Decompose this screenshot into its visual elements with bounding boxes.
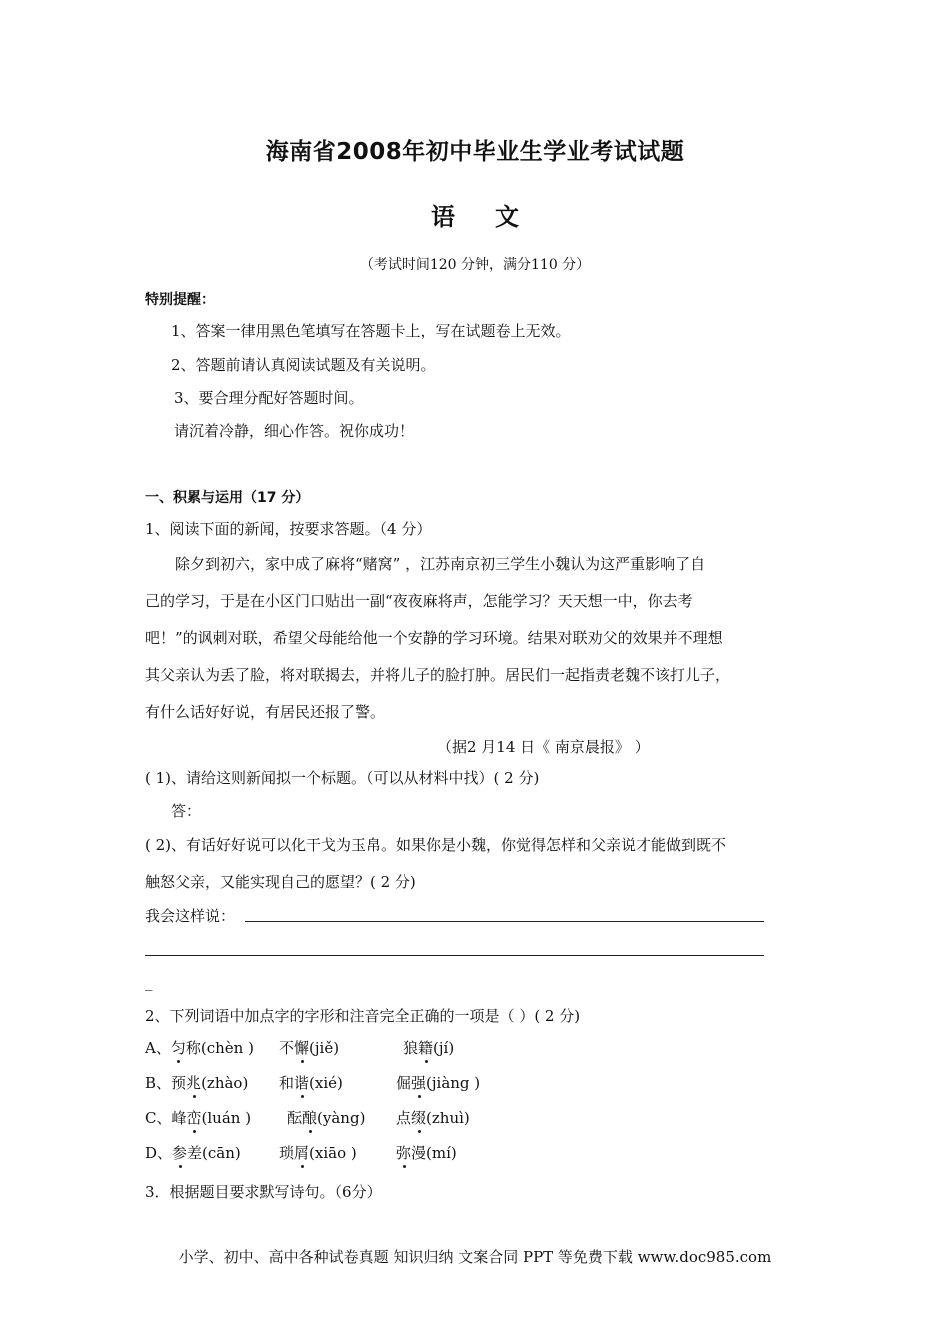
dotted-char: 弥: [396, 1144, 412, 1162]
reminder-heading: 特别提醒：: [145, 292, 215, 308]
q3-prompt: 3．根据题目要求默写诗句。（6分）: [145, 1183, 382, 1201]
q1-sub1: ( 1)、请给这则新闻拟一个标题。（可以从材料中找）( 2 分): [145, 769, 540, 787]
dotted-char: 缀: [411, 1109, 427, 1127]
news-line-2: 己的学习，于是在小区门口贴出一副“夜夜麻将声，怎能学习？天天想一中，你去考: [145, 592, 693, 610]
news-source: （据2 月14 日《 南京晨报》 ）: [437, 738, 650, 756]
option-word-1: 参差(cān): [172, 1144, 241, 1162]
option-c-word-3: 点缀(zhuì): [396, 1109, 470, 1127]
reminder-item-3: 3、要合理分配好答题时间。: [174, 389, 364, 407]
option-c-word-2: 酝酿(yàng): [287, 1109, 366, 1127]
stray-mark: _: [145, 973, 153, 991]
dotted-char: 谐: [294, 1074, 310, 1092]
exam-title: 海南省2008年初中毕业生学业考试试题: [265, 139, 685, 165]
dotted-char: 峦: [186, 1109, 202, 1127]
option-a-word-3: 狼籍(jí): [403, 1039, 455, 1057]
reminder-item-4: 请沉着冷静，细心作答。祝你成功！: [174, 422, 415, 440]
exam-info: （考试时间120 分钟，满分110 分）: [359, 257, 591, 273]
option-d-word-2: 琐屑(xiāo ): [279, 1144, 357, 1162]
dotted-char: 屑: [294, 1144, 310, 1162]
dotted-char: 匀: [170, 1039, 186, 1057]
news-line-5: 有什么话好好说，有居民还报了警。: [145, 703, 386, 721]
option-letter: B、: [145, 1074, 172, 1092]
news-line-3: 吧！”的讽刺对联，希望父母能给他一个安静的学习环境。结果对联劝父的效果并不理想: [145, 629, 723, 647]
say-label: 我会这样说：: [145, 907, 236, 925]
option-word-1: 峰峦(luán ): [171, 1109, 252, 1127]
option-d[interactable]: [145, 1142, 241, 1163]
option-b-word-2: 和谐(xié): [279, 1074, 343, 1092]
dotted-char: 参: [172, 1144, 188, 1162]
option-letter: A、: [145, 1039, 171, 1057]
option-letter: D、: [145, 1144, 173, 1162]
dotted-char: 强: [411, 1074, 427, 1092]
page-footer: 小学、初中、高中各种试卷真题 知识归纳 文案合同 PPT 等免费下载 www.doc985.com: [178, 1248, 772, 1266]
option-c[interactable]: [145, 1107, 251, 1128]
option-d-word-3: 弥漫(mí): [396, 1144, 457, 1162]
option-b[interactable]: [145, 1072, 248, 1093]
q1-sub2-line1: ( 2)、有话好好说可以化干戈为玉帛。如果你是小魏，你觉得怎样和父亲说才能做到既不: [145, 836, 727, 854]
q1-prompt: 1、阅读下面的新闻，按要求答题。（4 分）: [145, 520, 432, 538]
subject-title: 语文: [431, 203, 559, 231]
option-a-word-2: 不懈(jiě): [279, 1039, 340, 1057]
option-word-1: 预兆(zhào): [171, 1074, 249, 1092]
news-line-1: 除夕到初六，家中成了麻将“赌窝” ，江苏南京初三学生小魏认为这严重影响了自: [175, 555, 706, 573]
answer-label: 答：: [171, 802, 202, 820]
reminder-item-2: 2、答题前请认真阅读试题及有关说明。: [171, 356, 436, 374]
news-line-4: 其父亲认为丢了脸，将对联揭去，并将儿子的脸打肿。居民们一起指责老魏不该打儿子，: [145, 666, 731, 684]
dotted-char: 籍: [418, 1039, 434, 1057]
q1-sub2-line2: 触怒父亲，又能实现自己的愿望？( 2 分): [145, 873, 416, 891]
q2-prompt: 2、下列词语中加点字的字形和注音完全正确的一项是（ ）( 2 分): [145, 1007, 581, 1025]
option-a[interactable]: [145, 1037, 254, 1058]
dotted-char: 懈: [294, 1039, 310, 1057]
answer-blank-line-1[interactable]: [245, 921, 764, 922]
dotted-char: 酿: [302, 1109, 318, 1127]
option-letter: C、: [145, 1109, 172, 1127]
reminder-item-1: 1、答案一律用黑色笔填写在答题卡上，写在试题卷上无效。: [171, 322, 571, 340]
dotted-char: 兆: [186, 1074, 202, 1092]
option-word-1: 匀称(chèn ): [170, 1039, 254, 1057]
section-heading: 一、积累与运用（17 分）: [145, 490, 310, 506]
answer-blank-line-2[interactable]: [145, 955, 764, 956]
option-b-word-3: 倔强(jiàng ): [396, 1074, 481, 1092]
